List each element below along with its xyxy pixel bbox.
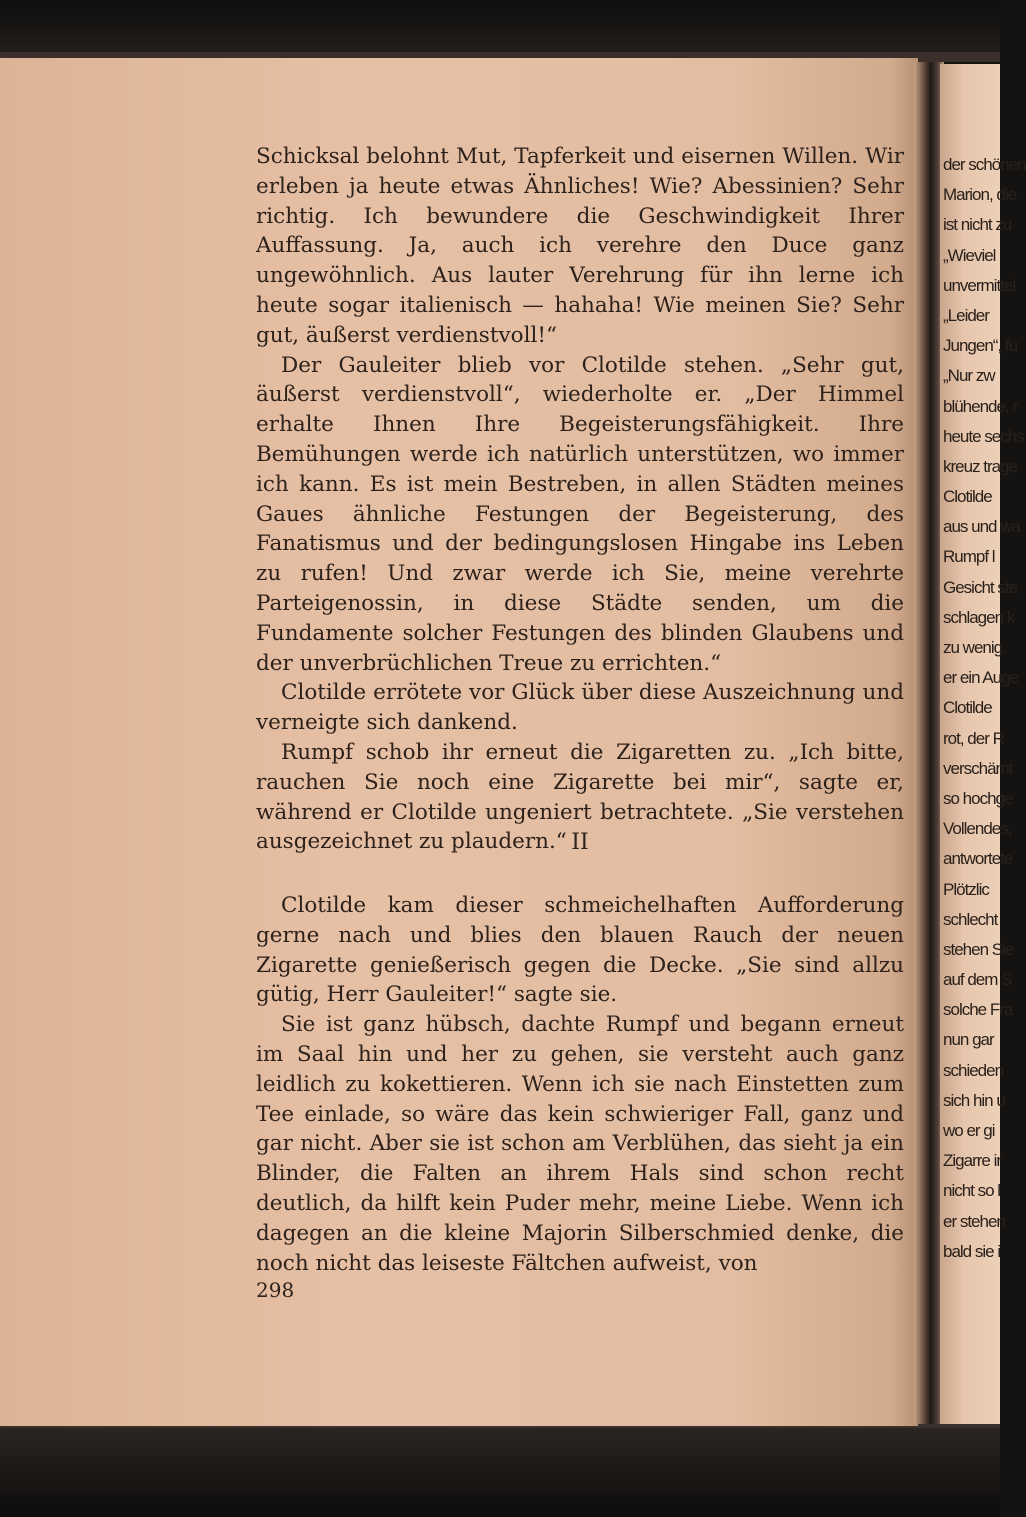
right-page-line: Plötzlic — [943, 879, 989, 899]
right-page-line: aus und wa — [943, 517, 1020, 537]
backdrop-bottom — [0, 1428, 1000, 1517]
paragraph: Schicksal belohnt Mut, Tapferkeit und eisernen Willen. Wir erleben ja heute etwas Ähnliches! Wie? Abessinien? Sehr richtig. Ich bewundere die Geschwindigkeit Ihrer Auffassung. Ja, auch ich verehre den Duce ganz ungewöhnlich. Aus lauter Verehrung für ihn lerne ich heute sogar italienisch — hahaha! Wie meinen Sie? Sehr gut, äußerst verdienstvoll!“ — [256, 144, 904, 348]
right-page-line: heute sechs — [943, 426, 1024, 446]
right-page-line: kreuz trage — [943, 456, 1018, 476]
right-page-line: nun gar — [943, 1030, 994, 1050]
right-page-line: Rumpf l — [943, 547, 995, 567]
right-page-line: stehen Sie — [943, 939, 1014, 959]
right-page-line: er ein Auge — [943, 668, 1019, 688]
right-page-line: wo er gi — [943, 1121, 995, 1140]
right-page-line: zu wenig. — [943, 638, 1006, 657]
right-page-line: so hochge — [943, 788, 1013, 808]
right-page-line: Jungen“, fü — [943, 336, 1018, 356]
right-page-line: „Leider — [943, 305, 989, 325]
right-page-line: der schönen — [943, 155, 1026, 174]
paragraph: Rumpf schob ihr erneut die Zigaretten zu. „Ich bitte, rauchen Sie noch eine Zigarette bei mir“, sagte er, während er Clotilde ungeniert betrachtete. „Sie verstehen ausgezeichnet zu plaudern.“ — [256, 739, 904, 855]
right-page-line: Clotilde — [943, 698, 992, 718]
right-page-line: rot, der R — [943, 728, 1004, 748]
right-page-line: antwortete — [943, 849, 1013, 869]
backdrop-top — [0, 0, 1000, 60]
chapter-heading: II — [571, 830, 589, 855]
right-page-line: „Nur zw — [943, 366, 995, 386]
right-page-line: Zigarre ir — [943, 1151, 1002, 1171]
right-page-line: auf dem S — [943, 970, 1012, 990]
right-page-line: schieden — [943, 1060, 1004, 1080]
right-page-line: unvermittel — [943, 275, 1016, 295]
right-page-line: nicht so l — [943, 1181, 1001, 1201]
right-page-line: ist nicht zu — [943, 215, 1012, 235]
page-number: 298 — [256, 1278, 295, 1302]
right-page-line: schlecht — [943, 909, 998, 929]
right-page-line: Clotilde — [943, 487, 992, 507]
body-text-before-chapter — [256, 142, 904, 857]
paragraph: Der Gauleiter blieb vor Clotilde stehen. „Sehr gut, äußerst verdienstvoll“, wiederholte er. „Der Himmel erhalte Ihnen Ihre Begeisterungsfähigkeit. Ihre Bemühungen werde ich natürlich unterstützen, wo immer ich kann. Es ist mein Bestreben, in allen Städten meines Gaues ähnliche Festungen der Begeisterung, des Fanatismus und der bedingungslosen Hingabe ins Leben zu rufen! Und zwar werde ich Sie, meine verehrte Parteigenossin, in diese Städte senden, um die Fundamente solcher Festungen des blinden Glaubens und der unverbrüchlichen Treue zu errichten.“ — [256, 352, 904, 676]
right-page-line: verschämt — [943, 758, 1013, 778]
right-page-line: bald sie i — [943, 1241, 1001, 1261]
right-page-line: blühende, r — [943, 396, 1018, 416]
right-page-line: Marion, die — [943, 185, 1017, 205]
paragraph: Clotilde kam dieser schmeichelhaften Aufforderung gerne nach und blies den blauen Rauch der neuen Zigarette genießerisch gegen die Decke. „Sie sind allzu gütig, Herr Gauleiter!“ sagte sie. — [256, 893, 904, 1008]
paragraph: Clotilde errötete vor Glück über diese Auszeichnung und verneigte sich dankend. — [256, 680, 904, 736]
right-page-line: er stehen — [943, 1211, 1005, 1231]
paragraph: Sie ist ganz hübsch, dachte Rumpf und begann erneut im Saal hin und her zu gehen, sie versteht auch ganz leidlich zu kokettieren. Wenn ich sie nach Einstetten zum Tee einlade, so wäre das kein schwieriger Fall, ganz und gar nicht. Aber sie ist schon am Verblühen, das sieht ja ein Blinder, die Falten an ihrem Hals sind schon recht deutlich, da hilft kein Puder mehr, meine Liebe. Wenn ich dagegen an die kleine Majorin Silberschmied denke, die noch nicht das leiseste Fältchen aufweist, von — [256, 1012, 904, 1276]
right-page-line: Gesicht ste — [943, 577, 1018, 597]
right-page-text-fragments — [943, 150, 1026, 1267]
body-text-after-chapter — [256, 891, 904, 1278]
right-page-line: solche Fra — [943, 1000, 1013, 1020]
right-page-line: schlagen k — [943, 607, 1015, 627]
right-page-line: Vollendes, — [943, 819, 1012, 839]
right-page-line: sich hin u — [943, 1090, 1005, 1110]
right-page-line: „Wieviel — [943, 245, 996, 265]
